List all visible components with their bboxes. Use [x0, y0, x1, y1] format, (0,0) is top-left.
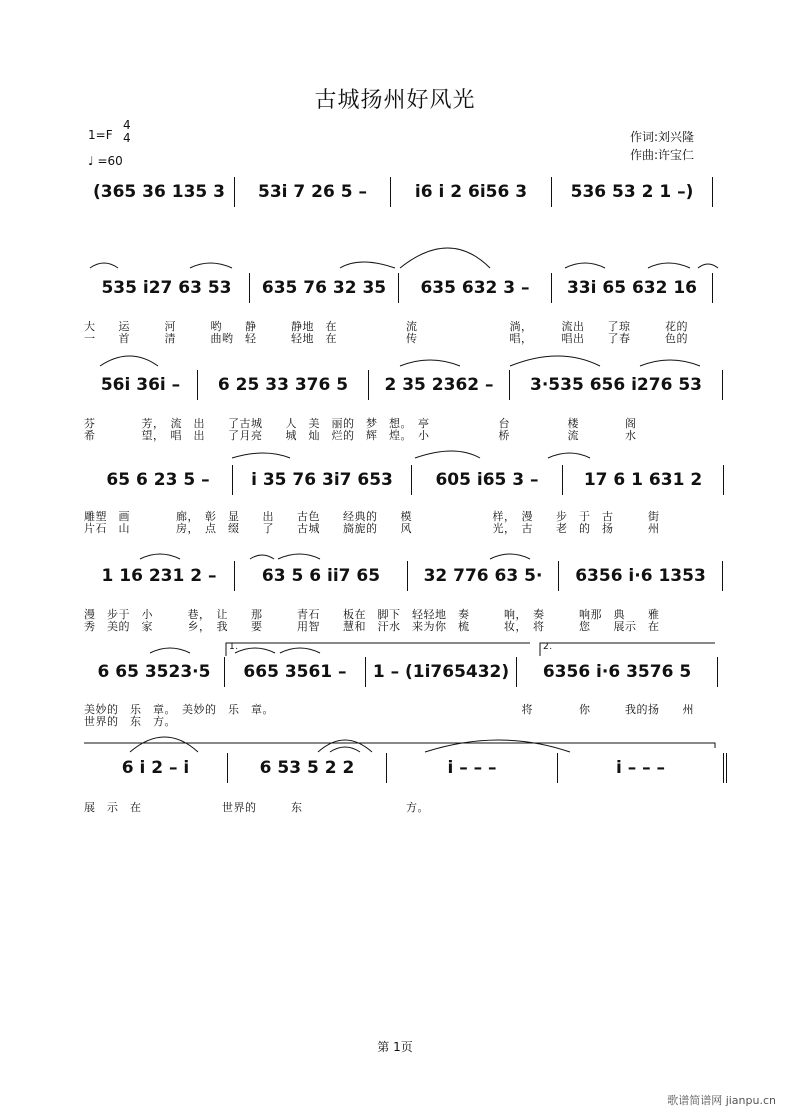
score-row	[84, 753, 727, 783]
slur	[400, 360, 460, 366]
time-signature	[123, 119, 131, 145]
measure: 535 i27 63 53	[101, 278, 232, 298]
measure: 6356 i·6 1353	[558, 561, 723, 591]
slur	[232, 453, 290, 458]
watermark: 歌谱简谱网 jianpu.cn	[667, 1094, 776, 1107]
slur	[698, 264, 718, 268]
volta-label: 1.	[229, 642, 239, 652]
measure: 536 53 2 1 –)	[551, 177, 713, 207]
measure: i 35 76 3i7 653	[232, 465, 411, 495]
tempo-marking: ♩ =60	[88, 154, 123, 168]
slur	[415, 451, 480, 458]
measure: 2 35 2362 –	[368, 370, 509, 400]
slur	[250, 555, 274, 559]
measure: i – – –	[386, 753, 557, 783]
measure: 3·535 656 i276 53	[509, 370, 723, 400]
lyric-line: 世界的 东 方。	[84, 715, 176, 728]
measure: i – – –	[557, 753, 727, 783]
slur	[280, 648, 320, 653]
slur	[140, 554, 180, 559]
slur	[510, 356, 600, 366]
slur	[100, 356, 158, 366]
slur	[400, 248, 490, 268]
measure: 1 16 231 2 –	[101, 566, 217, 586]
measure: 32 776 63 5·	[407, 561, 558, 591]
slur	[640, 360, 700, 366]
slur	[150, 648, 190, 653]
lyric-line: 秀 美的 家 乡， 我 要 用智 慧和 汗水 来为你 梳 妆， 将 您 展示 在	[84, 620, 660, 633]
key-signature: 1=F	[88, 128, 113, 142]
measure: 6 53 5 2 2	[227, 753, 386, 783]
measure: 6356 i·6 3576 5	[516, 657, 718, 687]
slur	[278, 554, 320, 559]
measure: 635 76 32 35	[249, 273, 398, 303]
measure: 53i 7 26 5 –	[234, 177, 390, 207]
measure: 6 65 3523·5	[97, 662, 211, 682]
slur	[330, 747, 360, 752]
lyric-line: 希 望， 唱 出 了月亮 城 灿 烂的 辉 煌。 小 桥 流 水	[84, 429, 637, 442]
measure: 65 6 23 5 –	[106, 470, 210, 490]
volta-label: 2.	[543, 642, 553, 652]
lyric-line: 展 示 在 世界的 东 方。	[84, 801, 429, 814]
measure: 665 3561 –	[224, 657, 365, 687]
slur	[340, 262, 395, 268]
lyric-line: 雕塑 画 廊， 彰 显 出 古色 经典的 模 样， 漫 步 于 古 街	[84, 510, 660, 523]
slur	[425, 740, 570, 752]
measure: 6 i 2 – i	[121, 758, 190, 778]
lyricist-credit: 作词:刘兴隆	[630, 130, 695, 144]
measure: 56i 36i –	[100, 375, 181, 395]
lyric-line: 一 首 清 曲哟 轻 轻地 在 传 唱， 唱出 了春 色的	[84, 332, 688, 345]
time-signature-top: 4	[123, 118, 131, 132]
score-row	[84, 273, 713, 303]
measure: 1 – (1i765432)	[365, 657, 516, 687]
lyric-line: 美妙的 乐 章。 美妙的 乐 章。 将 你 我的扬 州	[84, 703, 694, 716]
slur	[190, 263, 232, 268]
composer-credit: 作曲:许宝仁	[630, 148, 695, 162]
measure: 6 25 33 376 5	[197, 370, 368, 400]
page-number: 第 1页	[377, 1040, 413, 1054]
slur	[548, 453, 590, 458]
score-row	[84, 561, 723, 591]
volta-bracket	[540, 643, 715, 656]
time-signature-bottom: 4	[123, 131, 131, 145]
score-row	[84, 370, 723, 400]
lyric-line: 漫 步于 小 巷， 让 那 青石 板在 脚下 轻轻地 奏 响， 奏 响那 典 雅	[84, 608, 660, 621]
volta-bracket	[84, 743, 715, 748]
slur	[648, 263, 690, 268]
measure: 63 5 6 ii7 65	[234, 561, 407, 591]
lyric-line: 大 运 河 哟 静 静地 在 流 淌， 流出 了琼 花的	[84, 320, 688, 333]
volta-bracket	[226, 643, 530, 656]
slur	[90, 263, 118, 268]
score-row	[84, 177, 713, 207]
measure: i6 i 2 6i56 3	[390, 177, 551, 207]
lyric-line: 芬 芳， 流 出 了古城 人 美 丽的 梦 想。 亭 台 楼 阁	[84, 417, 637, 430]
slur	[318, 740, 372, 752]
score-row	[84, 657, 718, 687]
measure: (365 36 135 3	[93, 182, 225, 202]
slur	[565, 263, 605, 268]
slur	[490, 554, 530, 559]
measure: 605 i65 3 –	[411, 465, 562, 495]
lyric-line: 片石 山 房， 点 缀 了 古城 旖旎的 风 光， 古 老 的 扬 州	[84, 522, 660, 535]
slur	[235, 648, 275, 653]
song-title: 古城扬州好风光	[314, 88, 476, 113]
slur	[130, 737, 198, 752]
measure: 33i 65 632 16	[551, 273, 713, 303]
score-row	[84, 465, 724, 495]
measure: 635 632 3 –	[398, 273, 551, 303]
measure: 17 6 1 631 2	[562, 465, 724, 495]
